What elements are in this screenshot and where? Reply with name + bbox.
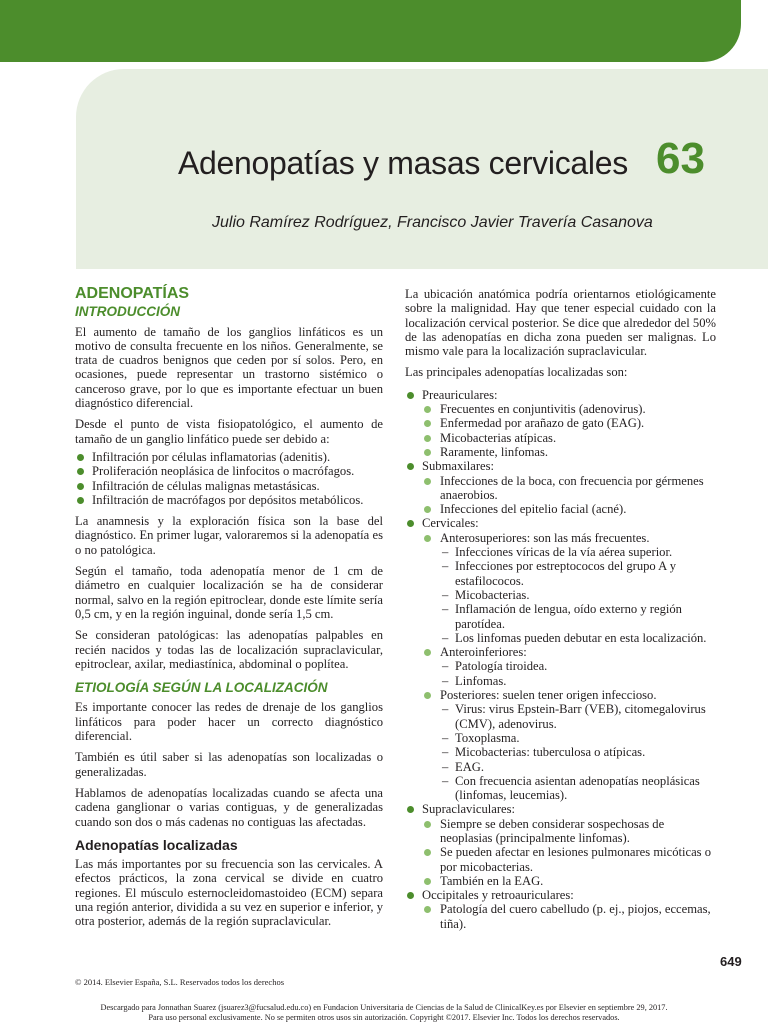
causes-list bbox=[75, 450, 383, 507]
list-item: Infecciones de la boca, con frecuencia por gérmenes anaerobios. bbox=[422, 474, 716, 503]
sub-list bbox=[422, 531, 716, 803]
paragraph: El aumento de tamaño de los ganglios linfáticos es un motivo de consulta frecuente en los niños. Generalmente, se trata de cuadros benignos que ceden por sí solos. Pero, en ocasiones, puede representar un trastorno sistémico o canceroso grave, por lo que es importante efectuar un buen diagnóstico diferencial. bbox=[75, 324, 383, 411]
list-item: – Patología tiroidea. bbox=[440, 659, 716, 673]
list-item: Enfermedad por arañazo de gato (EAG). bbox=[422, 416, 716, 430]
list-item: Infiltración de células malignas metastásicas. bbox=[75, 479, 383, 493]
right-column bbox=[405, 287, 716, 931]
list-item-label: Supraclaviculares: bbox=[422, 802, 516, 817]
chapter-number: 63 bbox=[656, 134, 705, 183]
left-column bbox=[75, 287, 383, 936]
paragraph: Las más importantes por su frecuencia son las cervicales. A efectos prácticos, la zona cervical se divide en cuatro regiones. El músculo esternocleidomastoideo (ECM) separa una región anterior, dividida a su vez en superior e inferior, y otra posterior, además de la región supraclavicular. bbox=[75, 857, 383, 929]
sub-list bbox=[422, 474, 716, 517]
list-item-label: Anterosuperiores: son las más frecuentes. bbox=[440, 530, 650, 545]
list-item: – Linfomas. bbox=[440, 674, 716, 688]
sub-list bbox=[422, 402, 716, 459]
subsection-heading-introduccion: INTRODUCCIÓN bbox=[75, 304, 180, 320]
page-number: 649 bbox=[720, 954, 742, 969]
paragraph: La ubicación anatómica podría orientarnos etiológicamente sobre la malignidad. Hay que tener especial cuidado con la localización cervical posterior. Se dice que alrededor del 50% de las adenopatías en dicha zona pueden ser malignas. Lo mismo vale para la localización supraclavicular. bbox=[405, 287, 716, 359]
paragraph: Las principales adenopatías localizadas son: bbox=[405, 365, 628, 380]
paragraph: También es útil saber si las adenopatías son localizadas o generalizadas. bbox=[75, 750, 383, 779]
list-item-label: Submaxilares: bbox=[422, 459, 495, 474]
chapter-title: Adenopatías y masas cervicales bbox=[178, 145, 628, 181]
list-item: Se pueden afectar en lesiones pulmonares micóticas o por micobacterias. bbox=[422, 845, 716, 874]
authors: Julio Ramírez Rodríguez, Francisco Javier Travería Casanova bbox=[212, 214, 653, 231]
copyright-notice: © 2014. Elsevier España, S.L. Reservados todos los derechos bbox=[75, 977, 285, 987]
section-heading-adenopatias: ADENOPATÍAS bbox=[75, 285, 190, 302]
paragraph: Se consideran patológicas: las adenopatías palpables en recién nacidos y todas las de localización supraclavicular, epitroclear, axilar, mediastínica, abdominal o poplítea. bbox=[75, 628, 383, 671]
sub-list bbox=[422, 902, 716, 931]
list-item: – Virus: virus Epstein-Barr (VEB), citomegalovirus (CMV), adenovirus. bbox=[440, 702, 716, 731]
list-item: También en la EAG. bbox=[422, 874, 716, 888]
list-item: – Micobacterias. bbox=[440, 588, 716, 602]
list-item-label: Preauriculares: bbox=[422, 387, 498, 402]
subheading-localizadas: Adenopatías localizadas bbox=[75, 836, 238, 853]
list-item-label: Occipitales y retroauriculares: bbox=[422, 888, 574, 903]
sub-sub-list bbox=[440, 702, 716, 802]
list-item bbox=[422, 531, 716, 645]
list-item: Patología del cuero cabelludo (p. ej., piojos, eccemas, tiña). bbox=[422, 902, 716, 931]
list-item: Siempre se deben considerar sospechosas de neoplasias (principalmente linfomas). bbox=[422, 817, 716, 846]
locations-list bbox=[405, 388, 716, 931]
list-item: Infiltración de macrófagos por depósitos metabólicos. bbox=[75, 493, 383, 507]
subsection-heading-etiologia: ETIOLOGÍA SEGÚN LA LOCALIZACIÓN bbox=[75, 680, 328, 696]
download-notice bbox=[0, 1003, 768, 1023]
list-item: – Los linfomas pueden debutar en esta localización. bbox=[440, 631, 716, 645]
paragraph: Hablamos de adenopatías localizadas cuando se afecta una cadena ganglionar o varias contiguas, y de generalizadas cuando son dos o más cadenas no contiguas las afectadas. bbox=[75, 785, 383, 829]
list-item: – Micobacterias: tuberculosa o atípicas. bbox=[440, 745, 716, 759]
list-item bbox=[405, 388, 716, 459]
paragraph: Según el tamaño, toda adenopatía menor de 1 cm de diámetro en cualquier localización se ha de considerar normal, salvo en la región epitroclear, donde este límite sería 0,5 cm, y en la región inguinal, donde sería 1,5 cm. bbox=[75, 564, 383, 621]
list-item: – Inflamación de lengua, oído externo y región parotídea. bbox=[440, 602, 716, 631]
list-item: Raramente, linfomas. bbox=[422, 445, 716, 459]
list-item-label: Posteriores: suelen tener origen infeccioso. bbox=[440, 688, 657, 703]
list-item bbox=[405, 459, 716, 516]
sub-sub-list bbox=[440, 545, 716, 645]
list-item bbox=[422, 688, 716, 802]
top-green-bar bbox=[0, 0, 741, 62]
list-item: Infiltración por células inflamatorias (adenitis). bbox=[75, 450, 383, 464]
list-item bbox=[405, 888, 716, 931]
list-item: – Infecciones por estreptococos del grupo A y estafilococos. bbox=[440, 559, 716, 588]
paragraph: Es importante conocer las redes de drenaje de los ganglios linfáticos para poder hacer un correcto diagnóstico diferencial. bbox=[75, 700, 383, 744]
list-item: Proliferación neoplásica de linfocitos o macrófagos. bbox=[75, 464, 383, 478]
list-item bbox=[405, 516, 716, 802]
list-item: – EAG. bbox=[440, 760, 716, 774]
list-item: Micobacterias atípicas. bbox=[422, 431, 716, 445]
list-item: Infecciones del epitelio facial (acné). bbox=[422, 502, 716, 516]
paragraph: La anamnesis y la exploración física son la base del diagnóstico. En primer lugar, valoraremos si la adenopatía es o no patológica. bbox=[75, 514, 383, 557]
download-notice-line: Descargado para Jonnathan Suarez (jsuarez3@fucsalud.edu.co) en Fundacion Universitaria de Ciencias de la Salud de ClinicalKey.es por Elsevier en septiembre 29, 2017. bbox=[100, 1003, 668, 1012]
list-item: – Infecciones víricas de la vía aérea superior. bbox=[440, 545, 716, 559]
sub-list bbox=[422, 817, 716, 888]
list-item: Frecuentes en conjuntivitis (adenovirus). bbox=[422, 402, 716, 416]
list-item bbox=[405, 802, 716, 888]
list-item: – Con frecuencia asientan adenopatías neoplásicas (linfomas, leucemias). bbox=[440, 774, 716, 803]
paragraph: Desde el punto de vista fisiopatológico, el aumento de tamaño de un ganglio linfático puede ser debido a: bbox=[75, 417, 383, 446]
sub-sub-list bbox=[440, 659, 716, 688]
list-item-label: Anteroinferiores: bbox=[440, 645, 527, 660]
list-item bbox=[422, 645, 716, 688]
download-notice-line: Para uso personal exclusivamente. No se permiten otros usos sin autorización. Copyright ©2017. Elsevier Inc. Todos los derechos reservados. bbox=[148, 1013, 620, 1022]
list-item-label: Cervicales: bbox=[422, 516, 479, 531]
list-item: – Toxoplasma. bbox=[440, 731, 716, 745]
